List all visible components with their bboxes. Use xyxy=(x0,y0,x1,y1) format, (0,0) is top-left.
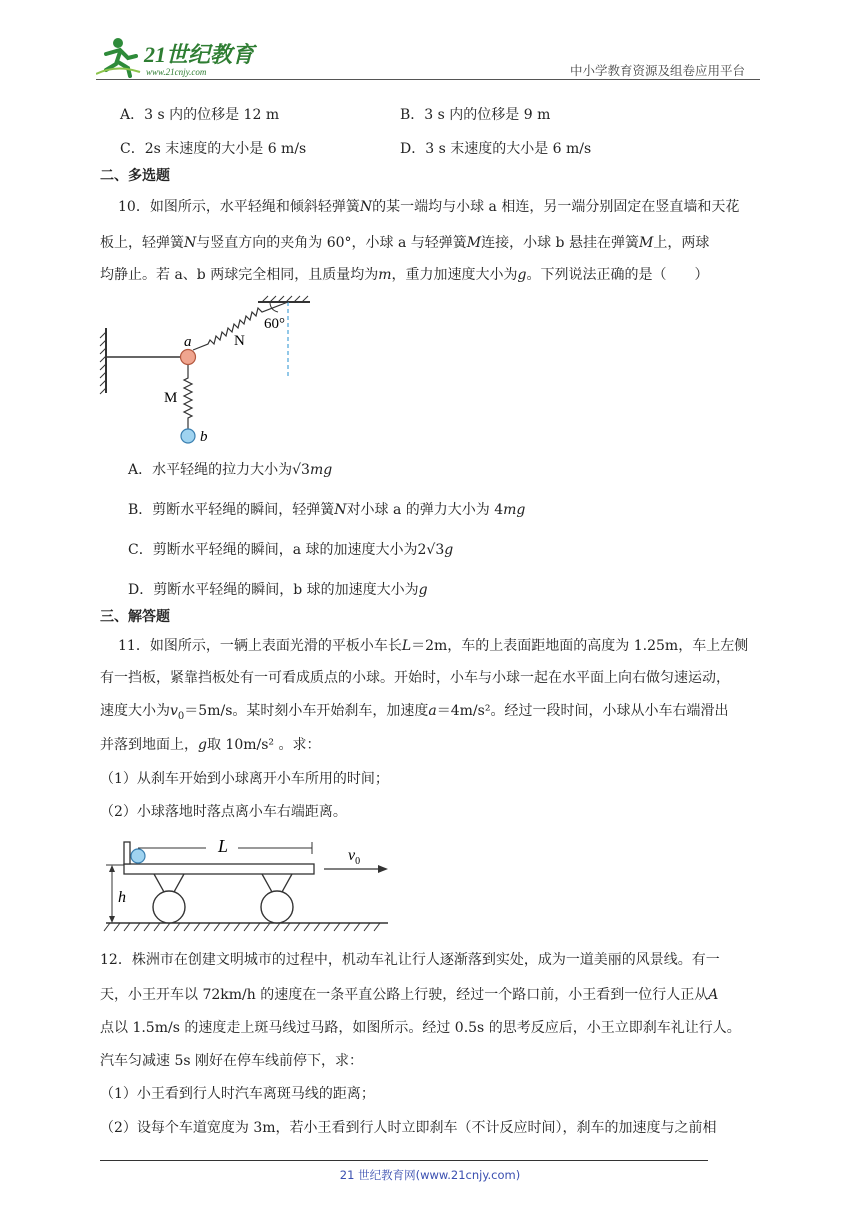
q10-line-2: 板上，轻弹簧N与竖直方向的夹角为 60°，小球 a 与轻弹簧M连接，小球 b 悬挂在弹簧M上，两球 xyxy=(100,235,710,251)
q9-option-b: B．3 s 内的位移是 9 m xyxy=(400,107,551,123)
q10-option-b: B．剪断水平轻绳的瞬间，轻弹簧N对小球 a 的弹力大小为 4mg xyxy=(128,502,526,518)
velocity-label: $v_0$ xyxy=(348,847,361,867)
site-logo xyxy=(96,34,266,80)
q12-subquestion-2: （2）设每个车道宽度为 3m，若小王看到行人时立即刹车（不计反应时间），刹车的加速度与之前相 xyxy=(100,1120,717,1136)
ball-b xyxy=(181,429,195,443)
ball-a-label: a xyxy=(184,334,192,350)
angle-label: 60° xyxy=(264,316,285,332)
ball-a xyxy=(181,350,196,365)
q12-line-2: 天，小王开车以 72km/h 的速度在一条平直公路上行驶，经过一个路口前，小王看到一位行人正从A xyxy=(100,987,719,1003)
footer-link[interactable]: 21 世纪教育网(www.21cnjy.com) xyxy=(339,1168,521,1182)
spring-m-label: M xyxy=(164,390,178,406)
q10-option-c: C．剪断水平轻绳的瞬间，a 球的加速度大小为2√3g xyxy=(128,542,454,558)
footer-divider xyxy=(100,1160,708,1161)
cart-board xyxy=(124,864,314,874)
q12-line-1: 12．株洲市在创建文明城市的过程中，机动车礼让行人逐渐落到实处，成为一道美丽的风景线。有一 xyxy=(100,952,720,968)
length-label: L xyxy=(218,836,229,856)
height-label: h xyxy=(118,889,126,906)
q10-spring-figure xyxy=(98,288,313,448)
svg-text:www.21cnjy.com: www.21cnjy.com xyxy=(146,67,207,77)
q11-line-2: 有一挡板，紧靠挡板处有一可看成质点的小球。开始时，小车与小球一起在水平面上向右做匀速运动， xyxy=(100,670,730,686)
ball xyxy=(131,849,145,863)
spring-m xyxy=(184,365,192,430)
q12-subquestion-1: （1）小王看到行人时汽车离斑马线的距离； xyxy=(100,1086,375,1102)
q11-subquestion-1: （1）从刹车开始到小球离开小车所用的时间； xyxy=(100,771,389,787)
q11-subquestion-2: （2）小球落地时落点离小车右端距离。 xyxy=(100,804,347,820)
q10-line-3: 均静止。若 a、b 两球完全相同，且质量均为m，重力加速度大小为g。下列说法正确的是（ ） xyxy=(100,267,709,283)
svg-text:21世纪教育: 21世纪教育 xyxy=(144,42,255,67)
runner-icon xyxy=(96,38,140,76)
q12-line-4: 汽车匀减速 5s 刚好在停车线前停下，求： xyxy=(100,1053,363,1069)
header-platform-text: 中小学教育资源及组卷应用平台 xyxy=(570,63,746,78)
q9-option-d: D．3 s 末速度的大小是 6 m/s xyxy=(400,141,592,157)
section-multiple-choice-heading: 二、多选题 xyxy=(100,168,170,184)
q10-option-a: A．水平轻绳的拉力大小为√3mg xyxy=(128,462,333,478)
q10-option-d: D．剪断水平轻绳的瞬间，b 球的加速度大小为g xyxy=(128,582,428,598)
cart-baffle xyxy=(124,842,130,864)
q9-option-a: A．3 s 内的位移是 12 m xyxy=(120,107,280,123)
q11-line-4: 并落到地面上，g取 10m/s² 。求： xyxy=(100,737,321,753)
q9-option-c: C．2s 末速度的大小是 6 m/s xyxy=(120,141,307,157)
q11-line-1: 11．如图所示，一辆上表面光滑的平板小车长L＝2m，车的上表面距地面的高度为 1.25m，车上左侧 xyxy=(118,638,749,654)
left-wheel xyxy=(153,891,185,923)
q12-line-3: 点以 1.5m/s 的速度走上斑马线过马路，如图所示。经过 0.5s 的思考反应后，小王立即刹车礼让行人。 xyxy=(100,1020,741,1036)
q11-line-3: 速度大小为$v_0=5m/s$。某时刻小车开始刹车，加速度a＝4m/s²。经过一段时间，小球从小车右端滑出 xyxy=(100,703,729,722)
header-divider xyxy=(96,79,760,80)
q11-cart-figure xyxy=(96,830,396,938)
q10-line-1: 10．如图所示，水平轻绳和倾斜轻弹簧N的某一端均与小球 a 相连，另一端分别固定在竖直墙和天花 xyxy=(118,199,740,215)
section-answer-heading: 三、解答题 xyxy=(100,609,170,625)
ball-b-label: b xyxy=(200,429,208,445)
right-wheel xyxy=(261,891,293,923)
spring-n-label: N xyxy=(234,333,245,349)
